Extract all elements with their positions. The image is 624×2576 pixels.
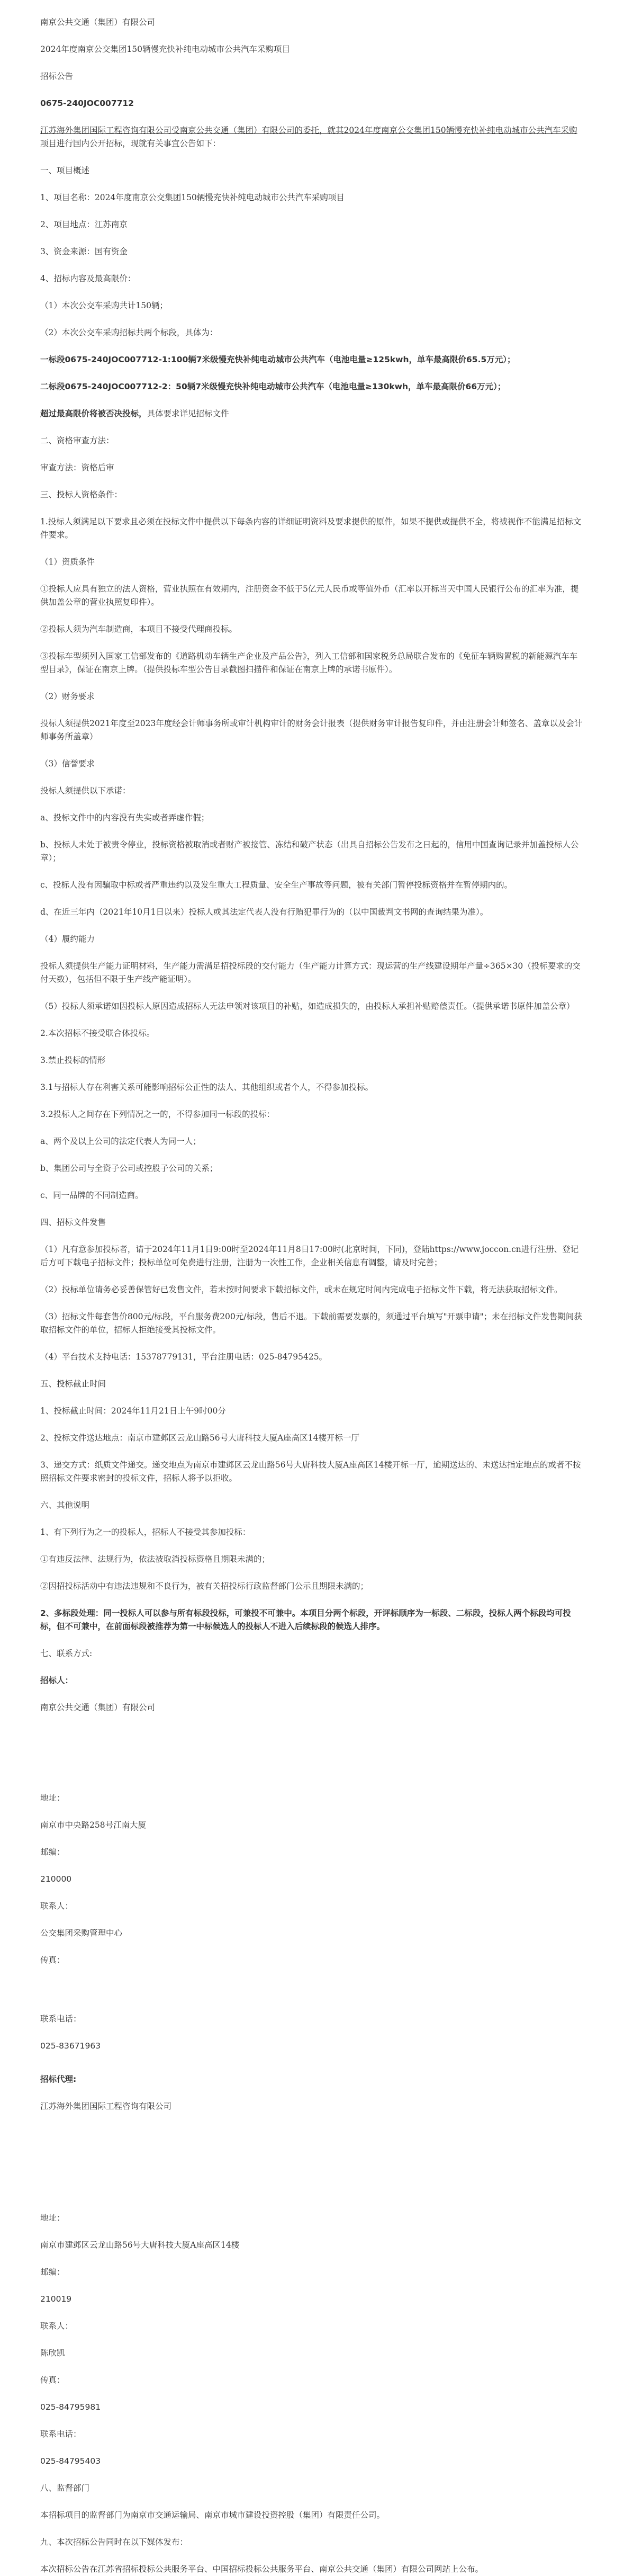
- buyer-address: 南京市中央路258号江南大厦: [40, 1820, 147, 1830]
- agent-fax-label: 传真：: [40, 2375, 65, 2385]
- prohibited-a: a、两个及以上公司的法定代表人为同一人；: [40, 1137, 201, 1146]
- subsidy-commitment: （5）投标人须承诺如因投标人原因造成招标人无法申领对该项目的补贴，如造成损失的，由投标人承担补贴赔偿责任。（提供承诺书原件加盖公章）: [40, 1001, 575, 1011]
- agent-contact: 陈欣凯: [40, 2348, 65, 2358]
- buyer-contact-label: 联系人：: [40, 1901, 74, 1911]
- supervisor-text: 本招标项目的监督部门为南京市交通运输局、南京市城市建设投资控股（集团）有限责任公司。: [40, 2510, 385, 2520]
- spacer: [40, 1981, 584, 2012]
- lot-1: 一标段0675-240JOC007712-1:100辆7米级慢充快补纯电动城市公共汽车（电池电量≥125kwh，单车最高限价65.5万元）；: [40, 355, 516, 364]
- financial-requirement: 投标人须提供2021年度至2023年度经会计师事务所或审计机构审计的财务会计报表（提供财务审计报告复印件，并由注册会计师签名、盖章以及会计师事务所盖章）: [40, 719, 583, 741]
- buyer-name: 南京公共交通（集团）有限公司: [40, 1703, 156, 1712]
- lot-2: 二标段0675-240JOC007712-2：50辆7米级慢充快补纯电动城市公共汽车（电池电量≥130kwh，单车最高限价66万元）；: [40, 382, 506, 391]
- prohibited-b: b、集团公司与全资子公司或控股子公司的关系；: [40, 1164, 218, 1173]
- buyer-phone: 025-83671963: [40, 2041, 101, 2051]
- review-method: 审查方法：资格后审: [40, 463, 114, 472]
- section-9-heading: 九、本次招标公告同时在以下媒体发布：: [40, 2537, 188, 2547]
- buyer-zip-label: 邮编：: [40, 1847, 65, 1857]
- prohibited-3-1: 3.1与招标人存在利害关系可能影响招标公正性的法人、其他组织或者个人，不得参加投标。: [40, 1083, 374, 1092]
- prohibited-c: c、同一品牌的不同制造商。: [40, 1191, 143, 1200]
- intro-text-3: 进行国内公开招标，现就有关事宜公告如下：: [57, 139, 221, 148]
- no-consortium: 2.本次招标不接受联合体投标。: [40, 1028, 155, 1038]
- sale-item-4: （4）平台技术支持电话：15378779131，平台注册电话：025-84795425。: [40, 1352, 328, 1362]
- other-item-1b: ②因招投标活动中有违法违规和不良行为，被有关招投标行政监督部门公示且期限未满的；: [40, 1581, 369, 1591]
- section-4-heading: 四、招标文件发售: [40, 1218, 106, 1227]
- price-limit-note: [40, 407, 584, 421]
- agent-phone-label: 联系电话：: [40, 2429, 82, 2439]
- other-item-1a: ①有违反法律、法规行为，依法被取消投标资格且期限未满的；: [40, 1554, 270, 1564]
- section-2-heading: 二、资格审查方法：: [40, 436, 114, 445]
- qualification-1: ①投标人应具有独立的法人资格，营业执照在有效期内，注册资金不低于5亿元人民币或等值外币（汇率以开标当天中国人民银行公布的汇率为准，提供加盖公章的营业执照复印件）。: [40, 584, 579, 607]
- section-1-heading: 一、项目概述: [40, 166, 90, 175]
- section-3-heading: 三、投标人资格条件：: [40, 490, 123, 499]
- agent-address-label: 地址：: [40, 2213, 65, 2223]
- buyer-fax-label: 传真：: [40, 1955, 65, 1965]
- buyer-link[interactable]: 南京公共交通（集团）有限公司: [179, 126, 295, 135]
- media-text: 本次招标公告在江苏省招标投标公共服务平台、中国招标投标公共服务平台、南京公共交通（集团）有限公司网站上公布。: [40, 2564, 484, 2574]
- tender-content-item: 4、招标内容及最高限价：: [40, 274, 136, 283]
- credit-item-b: b、投标人未处于被责令停业，投标资格被取消或者财产被接管、冻结和破产状态（出具自招标公告发布之日起的，信用中国查询记录并加盖投标人公章）；: [40, 840, 579, 863]
- funding-source-item: 3、资金来源：国有资金: [40, 247, 128, 256]
- agent-address: 南京市建邺区云龙山路56号大唐科技大厦A座高区14楼: [40, 2240, 240, 2250]
- spacer: [40, 2067, 584, 2073]
- buyer-contact: 公交集团采购管理中心: [40, 1928, 123, 1938]
- performance-heading: （4）履约能力: [40, 934, 95, 944]
- sale-item-3: （3）招标文件每套售价800元/标段，平台服务费200元/标段，售后不退。下载前需要发票的，须通过平台填写"开票申请"；未在招标文件发售期间获取招标文件的单位，招标人拒绝接受其投标文件。: [40, 1312, 582, 1335]
- agent-name: 江苏海外集团国际工程咨询有限公司: [40, 2101, 172, 2111]
- price-limit-bold: 超过最高限价将被否决投标，: [40, 409, 147, 418]
- section-5-heading: 五、投标截止时间: [40, 1379, 106, 1389]
- qualification-3: ③投标车型须列入国家工信部发布的《道路机动车辆生产企业及产品公告》，列入工信部和国家税务总局联合发布的《免征车辆购置税的新能源汽车车型目录》，保证在南京上牌。（提供投标车型公告目录截图扫描件和保证在南京上牌的承诺书原件）。: [40, 651, 578, 674]
- qualification-2: ②投标人须为汽车制造商，本项目不接受代理商投标。: [40, 624, 238, 634]
- qualification-intro: 1.投标人须满足以下要求且必须在投标文件中提供以下每条内容的详细证明资料及要求提供的原件，如果不提供或提供不全，将被视作不能满足招标文件要求。: [40, 517, 582, 540]
- agent-zip: 210019: [40, 2294, 72, 2304]
- section-7-heading: 七、联系方式:: [40, 1649, 93, 1658]
- project-link[interactable]: 其2024年度南京公交集团150辆慢充快补纯电动城市公共汽车采购项目: [40, 126, 577, 148]
- multi-lot-rule: 2、多标段处理：同一投标人可以参与所有标段投标，可兼投不可兼中。本项目分两个标段，开评标顺序为一标段、二标段，投标人两个标段均可投标，但不可兼中，在前面标段被推荐为第一中标候选人的投标人不进入后续标段的候选人排序。: [40, 1608, 571, 1631]
- sale-item-2: （2）投标单位请务必妥善保管好已发售文件，若未按时间要求下载招标文件，或未在规定时间内完成电子招标文件下载，将无法获取招标文件。: [40, 1285, 563, 1294]
- intro-text-2: 的委托，就: [294, 126, 336, 135]
- company-name: 南京公共交通（集团）有限公司: [40, 17, 156, 27]
- financial-heading: （2）财务要求: [40, 692, 95, 701]
- agent-phone: 025-84795403: [40, 2456, 101, 2466]
- project-name-item: 1、项目名称：2024年度南京公交集团150辆慢充快补纯电动城市公共汽车采购项目: [40, 193, 345, 202]
- deadline-item-2: 2、投标文件送达地点：南京市建邺区云龙山路56号大唐科技大厦A座高区14楼开标一厅: [40, 1433, 360, 1443]
- credit-item-a: a、投标文件中的内容没有失实或者弄虚作假；: [40, 813, 210, 822]
- deadline-item-3: 3、递交方式：纸质文件递交。递交地点为南京市建邺区云龙山路56号大唐科技大厦A座高区14楼开标一厅，逾期送达的、未送达指定地点的或者不按照招标文件要求密封的投标文件，招标人将予以拒收。: [40, 1460, 581, 1483]
- prohibited-3-2: 3.2投标人之间存在下列情况之一的，不得参加同一标段的投标：: [40, 1110, 275, 1119]
- deadline-item-1: 1、投标截止时间：2024年11月21日上午9时00分: [40, 1406, 226, 1416]
- project-title: 2024年度南京公交集团150辆慢充快补纯电动城市公共汽车采购项目: [40, 44, 291, 54]
- credit-heading: （3）信誉要求: [40, 759, 95, 768]
- price-limit-rest: 具体要求详见招标文件: [147, 409, 229, 418]
- credit-item-d: d、在近三年内（2021年10月1日以来）投标人或其法定代表人没有行贿犯罪行为的（以中国裁判文书网的查询结果为准）。: [40, 907, 489, 917]
- section-8-heading: 八、监督部门: [40, 2483, 90, 2493]
- agent-zip-label: 邮编：: [40, 2267, 65, 2277]
- sale-item-1: （1）凡有意参加投标者，请于2024年11月1日9:00时至2024年11月8日17:00时(北京时间，下同)，登陆https://www.joccon.cn进行注册、登记后方可下载电子招标文件；投标单位可免费进行注册，注册为一次性工作，企业相关信息有调整，请及时完善；: [40, 1245, 579, 1267]
- tender-sub-1: （1）本次公交车采购共计150辆；: [40, 301, 168, 310]
- intro-paragraph: [40, 124, 584, 150]
- agent-contact-label: 联系人：: [40, 2321, 74, 2331]
- buyer-label: 招标人：: [40, 1676, 74, 1685]
- intro-text-1: 受: [171, 126, 180, 135]
- project-number: 0675-240JOC007712: [40, 99, 134, 108]
- agent-label: 招标代理:: [40, 2074, 77, 2084]
- performance-requirement: 投标人须提供生产能力证明材料，生产能力需满足招投标段的交付能力（生产能力计算方式：现运营的生产线建设期年产量÷365×30（投标要求的交付天数），包括但不限于生产线产能证明）。: [40, 961, 581, 984]
- credit-intro: 投标人须提供以下承诺：: [40, 786, 131, 795]
- prohibited-heading: 3.禁止投标的情形: [40, 1056, 106, 1065]
- project-location-item: 2、项目地点：江苏南京: [40, 220, 128, 229]
- agent-fax: 025-84795981: [40, 2402, 101, 2412]
- agency-link[interactable]: 江苏海外集团国际工程咨询有限公司: [40, 126, 172, 135]
- other-item-1: 1、有下列行为之一的投标人，招标人不接受其参加投标：: [40, 1527, 251, 1537]
- qualification-heading: （1）资质条件: [40, 557, 95, 567]
- credit-item-c: c、投标人没有因骗取中标或者严重违约以及发生重大工程质量、安全生产事故等问题，被有关部门暂停投标资格并在暂停期内的。: [40, 880, 513, 890]
- spacer: [40, 2127, 584, 2212]
- buyer-zip: 210000: [40, 1874, 72, 1884]
- buyer-phone-label: 联系电话：: [40, 2014, 82, 2024]
- section-6-heading: 六、其他说明: [40, 1500, 90, 1510]
- buyer-address-label: 地址：: [40, 1793, 65, 1803]
- spacer: [40, 1728, 584, 1792]
- document-type: 招标公告: [40, 71, 74, 81]
- tender-sub-2: （2）本次公交车采购招标共两个标段，具体为：: [40, 328, 218, 337]
